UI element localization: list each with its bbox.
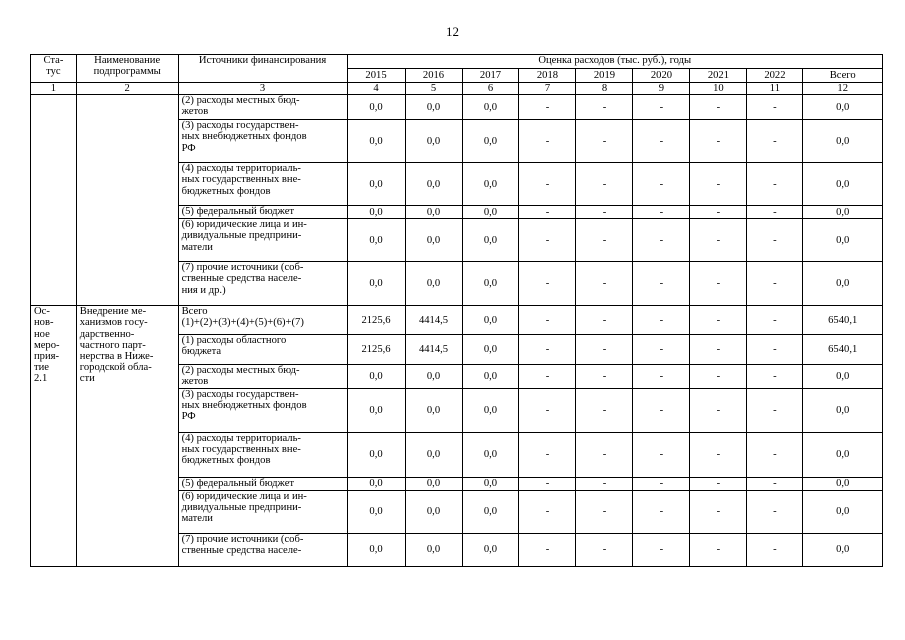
value-cell: - — [690, 388, 747, 432]
value-cell: - — [747, 306, 803, 335]
funding-source: (6) юридические лица и ин- дивидуальные предприни- матели — [178, 490, 347, 533]
funding-source: (4) расходы территориаль- ных государственных вне- бюджетных фондов — [178, 163, 347, 206]
funding-source: (6) юридические лица и ин- дивидуальные предприни- матели — [178, 219, 347, 262]
value-cell: 0,0 — [405, 206, 462, 219]
value-cell: - — [747, 388, 803, 432]
value-cell: 0,0 — [462, 388, 519, 432]
value-cell: 0,0 — [405, 388, 462, 432]
value-cell: 2125,6 — [347, 306, 405, 335]
column-number: 3 — [178, 83, 347, 95]
value-cell: - — [633, 206, 690, 219]
value-cell: 0,0 — [405, 365, 462, 388]
value-cell: 0,0 — [803, 477, 883, 490]
value-cell: - — [633, 365, 690, 388]
funding-source: (2) расходы местных бюд- жетов — [178, 95, 347, 120]
column-number: 4 — [347, 83, 405, 95]
value-cell: 0,0 — [803, 388, 883, 432]
funding-source: (7) прочие источники (соб- ственные средства населе- ния и др.) — [178, 262, 347, 306]
column-number: 12 — [803, 83, 883, 95]
column-number: 7 — [519, 83, 576, 95]
value-cell: - — [747, 163, 803, 206]
group2-status-cell: Ос- нов- ное меро- прия- тие 2.1 — [31, 306, 77, 566]
value-cell: 0,0 — [803, 219, 883, 262]
column-number: 5 — [405, 83, 462, 95]
value-cell: 0,0 — [405, 219, 462, 262]
value-cell: 0,0 — [803, 262, 883, 306]
funding-source: (7) прочие источники (соб- ственные средства населе- — [178, 533, 347, 566]
value-cell: 0,0 — [347, 388, 405, 432]
value-cell: 0,0 — [462, 219, 519, 262]
value-cell: - — [519, 432, 576, 477]
value-cell: - — [576, 335, 633, 365]
value-cell: - — [519, 533, 576, 566]
value-cell: - — [747, 206, 803, 219]
value-cell: 2125,6 — [347, 335, 405, 365]
funding-source: (3) расходы государствен- ных внебюджетных фондов РФ — [178, 120, 347, 163]
header-year: 2019 — [576, 69, 633, 83]
value-cell: 0,0 — [405, 95, 462, 120]
value-cell: - — [519, 262, 576, 306]
funding-source: (1) расходы областного бюджета — [178, 335, 347, 365]
value-cell: - — [576, 477, 633, 490]
value-cell: - — [747, 335, 803, 365]
value-cell: - — [633, 432, 690, 477]
value-cell: - — [576, 120, 633, 163]
column-number: 11 — [747, 83, 803, 95]
value-cell: 0,0 — [405, 477, 462, 490]
value-cell: 0,0 — [803, 432, 883, 477]
value-cell: 6540,1 — [803, 335, 883, 365]
value-cell: - — [690, 163, 747, 206]
value-cell: - — [690, 206, 747, 219]
value-cell: - — [576, 163, 633, 206]
value-cell: 0,0 — [803, 163, 883, 206]
table-row — [31, 95, 883, 120]
value-cell: - — [747, 120, 803, 163]
value-cell: - — [633, 163, 690, 206]
funding-source: (2) расходы местных бюд- жетов — [178, 365, 347, 388]
value-cell: 0,0 — [347, 95, 405, 120]
funding-source: (5) федеральный бюджет — [178, 206, 347, 219]
value-cell: - — [519, 95, 576, 120]
value-cell: 0,0 — [462, 306, 519, 335]
header-year: 2021 — [690, 69, 747, 83]
header-name — [76, 55, 178, 83]
value-cell: 0,0 — [803, 120, 883, 163]
value-cell: 0,0 — [347, 432, 405, 477]
value-cell: 0,0 — [462, 163, 519, 206]
column-number: 10 — [690, 83, 747, 95]
value-cell: - — [519, 388, 576, 432]
header-year: Всего — [803, 69, 883, 83]
value-cell: 0,0 — [347, 490, 405, 533]
value-cell: - — [747, 432, 803, 477]
value-cell: - — [747, 490, 803, 533]
value-cell: - — [519, 490, 576, 533]
value-cell: 0,0 — [347, 477, 405, 490]
value-cell: 0,0 — [462, 477, 519, 490]
page-number: 12 — [446, 24, 459, 39]
table-row — [31, 306, 883, 335]
value-cell: - — [633, 335, 690, 365]
value-cell: - — [690, 490, 747, 533]
value-cell: 0,0 — [405, 533, 462, 566]
value-cell: - — [747, 533, 803, 566]
value-cell: 0,0 — [347, 219, 405, 262]
value-cell: 0,0 — [347, 206, 405, 219]
value-cell: - — [690, 262, 747, 306]
value-cell: 0,0 — [462, 262, 519, 306]
value-cell: - — [519, 335, 576, 365]
value-cell: 0,0 — [405, 262, 462, 306]
column-number: 8 — [576, 83, 633, 95]
value-cell: 0,0 — [803, 365, 883, 388]
value-cell: - — [690, 533, 747, 566]
value-cell: - — [519, 477, 576, 490]
value-cell: - — [576, 490, 633, 533]
value-cell: - — [747, 219, 803, 262]
value-cell: 0,0 — [462, 120, 519, 163]
header-name-text: Наименование подпрограммы — [93, 55, 161, 78]
funding-source: (3) расходы государствен- ных внебюджетных фондов РФ — [178, 388, 347, 432]
value-cell: - — [747, 365, 803, 388]
value-cell: - — [576, 206, 633, 219]
value-cell: - — [576, 95, 633, 120]
value-cell: - — [690, 335, 747, 365]
value-cell: 0,0 — [462, 490, 519, 533]
value-cell: 0,0 — [803, 95, 883, 120]
header-year: 2015 — [347, 69, 405, 83]
value-cell: 0,0 — [462, 95, 519, 120]
value-cell: - — [690, 95, 747, 120]
value-cell: - — [690, 477, 747, 490]
value-cell: - — [519, 206, 576, 219]
value-cell: - — [690, 306, 747, 335]
value-cell: - — [576, 388, 633, 432]
value-cell: - — [633, 262, 690, 306]
value-cell: - — [633, 533, 690, 566]
group1-name-cell — [76, 95, 178, 306]
value-cell: - — [576, 262, 633, 306]
value-cell: - — [633, 95, 690, 120]
value-cell: 0,0 — [405, 120, 462, 163]
value-cell: - — [747, 477, 803, 490]
header-sources: Источники финансирования — [178, 55, 347, 83]
value-cell: 0,0 — [803, 533, 883, 566]
value-cell: - — [633, 490, 690, 533]
value-cell: 0,0 — [405, 490, 462, 533]
value-cell: 6540,1 — [803, 306, 883, 335]
value-cell: - — [519, 219, 576, 262]
value-cell: 0,0 — [347, 120, 405, 163]
value-cell: 4414,5 — [405, 335, 462, 365]
value-cell: - — [576, 219, 633, 262]
value-cell: - — [519, 365, 576, 388]
column-number: 2 — [76, 83, 178, 95]
value-cell: - — [633, 477, 690, 490]
value-cell: - — [633, 219, 690, 262]
funding-source: Всего (1)+(2)+(3)+(4)+(5)+(6)+(7) — [178, 306, 347, 335]
header-year: 2016 — [405, 69, 462, 83]
value-cell: 0,0 — [462, 432, 519, 477]
funding-source: (5) федеральный бюджет — [178, 477, 347, 490]
header-status — [31, 55, 77, 83]
value-cell: - — [633, 306, 690, 335]
header-year: 2020 — [633, 69, 690, 83]
group1-status-cell — [31, 95, 77, 306]
value-cell: 0,0 — [347, 262, 405, 306]
header-year: 2018 — [519, 69, 576, 83]
value-cell: - — [519, 306, 576, 335]
column-number: 9 — [633, 83, 690, 95]
column-number: 6 — [462, 83, 519, 95]
value-cell: 0,0 — [347, 533, 405, 566]
value-cell: - — [690, 120, 747, 163]
value-cell: - — [690, 432, 747, 477]
value-cell: 0,0 — [405, 432, 462, 477]
value-cell: - — [633, 388, 690, 432]
header-status-text: Ста- тус — [43, 55, 64, 78]
value-cell: 4414,5 — [405, 306, 462, 335]
value-cell: - — [519, 120, 576, 163]
value-cell: 0,0 — [803, 490, 883, 533]
value-cell: - — [519, 163, 576, 206]
header-estimate: Оценка расходов (тыс. руб.), годы — [347, 55, 882, 69]
value-cell: - — [576, 365, 633, 388]
header-year: 2017 — [462, 69, 519, 83]
header-year: 2022 — [747, 69, 803, 83]
value-cell: - — [690, 365, 747, 388]
funding-source: (4) расходы территориаль- ных государственных вне- бюджетных фондов — [178, 432, 347, 477]
value-cell: 0,0 — [462, 206, 519, 219]
value-cell: - — [576, 533, 633, 566]
expenditure-table — [30, 54, 883, 567]
column-number: 1 — [31, 83, 77, 95]
group2-name-cell: Внедрение ме- ханизмов госу- дарственно- частного парт- нерства в Ниже- городской обла- сти — [76, 306, 178, 566]
value-cell: 0,0 — [462, 365, 519, 388]
value-cell: - — [690, 219, 747, 262]
value-cell: - — [576, 306, 633, 335]
value-cell: 0,0 — [347, 163, 405, 206]
value-cell: - — [576, 432, 633, 477]
value-cell: 0,0 — [803, 206, 883, 219]
value-cell: 0,0 — [347, 365, 405, 388]
value-cell: - — [633, 120, 690, 163]
value-cell: - — [747, 262, 803, 306]
value-cell: 0,0 — [405, 163, 462, 206]
value-cell: 0,0 — [462, 533, 519, 566]
value-cell: - — [747, 95, 803, 120]
value-cell: 0,0 — [462, 335, 519, 365]
